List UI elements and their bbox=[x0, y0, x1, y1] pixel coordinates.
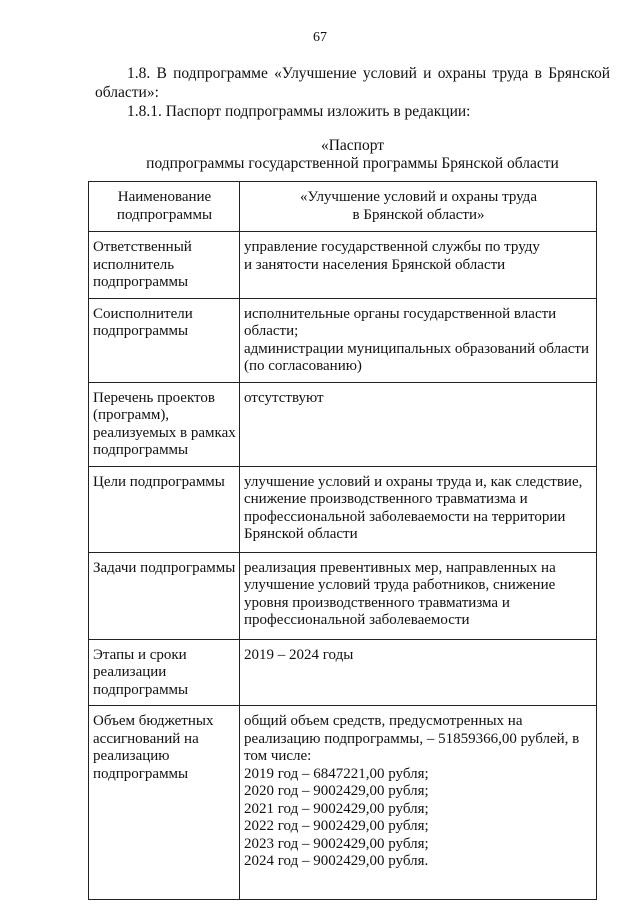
header-name-line-1: Наименование bbox=[117, 189, 212, 205]
table-header-row bbox=[89, 182, 597, 232]
value-line: 2024 год – 9002429,00 рубля. bbox=[244, 853, 429, 869]
value-line: отсутствуют bbox=[244, 389, 324, 406]
table-row bbox=[89, 706, 597, 900]
row-value bbox=[240, 552, 597, 639]
value-line: 2023 год – 9002429,00 рубля; bbox=[244, 835, 429, 852]
value-line: улучшение условий и охраны труда и, как следствие, снижение производственного травматизма и профессиональной заболеваемости на территории Брянской области bbox=[244, 473, 583, 542]
passport-heading bbox=[95, 137, 610, 173]
row-value bbox=[240, 639, 597, 706]
value-line: и занятости населения Брянской области bbox=[244, 256, 506, 273]
row-value bbox=[240, 382, 597, 466]
value-line: общий объем средств, предусмотренных на реализацию подпрограммы, – 51859366,00 рублей, в том числе: bbox=[244, 713, 580, 764]
value-line: 2019 год – 6847221,00 рубля; bbox=[244, 765, 429, 782]
table-row bbox=[89, 382, 597, 466]
table-row bbox=[89, 298, 597, 382]
header-title-line-2: в Брянской области» bbox=[352, 206, 485, 223]
value-line: реализация превентивных мер, направленных на улучшение условий труда работников, снижение уровня производственного травматизма и профессиональной заболеваемости bbox=[244, 559, 556, 628]
table-row bbox=[89, 552, 597, 639]
passport-table bbox=[88, 181, 597, 900]
header-title-line-1: «Улучшение условий и охраны труда bbox=[300, 189, 537, 205]
header-cell-name bbox=[89, 182, 240, 232]
value-line: 2019 – 2024 годы bbox=[244, 646, 354, 663]
row-label: Соисполнители подпрограммы bbox=[89, 298, 240, 382]
row-label: Объем бюджетных ассигнований на реализацию подпрограммы bbox=[89, 706, 240, 900]
row-value bbox=[240, 466, 597, 552]
value-line: исполнительные органы государственной власти области; bbox=[244, 305, 557, 339]
header-cell-title bbox=[240, 182, 597, 232]
value-line: управление государственной службы по труду bbox=[244, 239, 540, 255]
value-line: 2020 год – 9002429,00 рубля; bbox=[244, 783, 429, 799]
value-line: администрации муниципальных образований области (по согласованию) bbox=[244, 340, 589, 374]
row-label: Задачи подпрограммы bbox=[89, 552, 240, 639]
row-value bbox=[240, 298, 597, 382]
value-line: 2021 год – 9002429,00 рубля; bbox=[244, 800, 429, 817]
table-row bbox=[89, 639, 597, 706]
row-label: Этапы и сроки реализации подпрограммы bbox=[89, 639, 240, 706]
row-label: Цели подпрограммы bbox=[89, 466, 240, 552]
paragraph-1-8: 1.8. В подпрограмме «Улучшение условий и охраны труда в Брянской области»: bbox=[95, 65, 610, 101]
row-label: Перечень проектов (программ), реализуемых в рамках подпрограммы bbox=[89, 382, 240, 466]
heading-line-2: подпрограммы государственной программы Брянской области bbox=[146, 155, 559, 172]
table-row bbox=[89, 466, 597, 552]
row-value bbox=[240, 706, 597, 900]
value-line: 2022 год – 9002429,00 рубля; bbox=[244, 818, 429, 834]
page-number: 67 bbox=[313, 30, 327, 45]
row-label: Ответственный исполнитель подпрограммы bbox=[89, 232, 240, 299]
row-value bbox=[240, 232, 597, 299]
paragraph-1-8-1: 1.8.1. Паспорт подпрограммы изложить в редакции: bbox=[127, 103, 471, 120]
table-row bbox=[89, 232, 597, 299]
header-name-line-2: подпрограммы bbox=[116, 206, 213, 223]
heading-line-1: «Паспорт bbox=[320, 137, 385, 154]
